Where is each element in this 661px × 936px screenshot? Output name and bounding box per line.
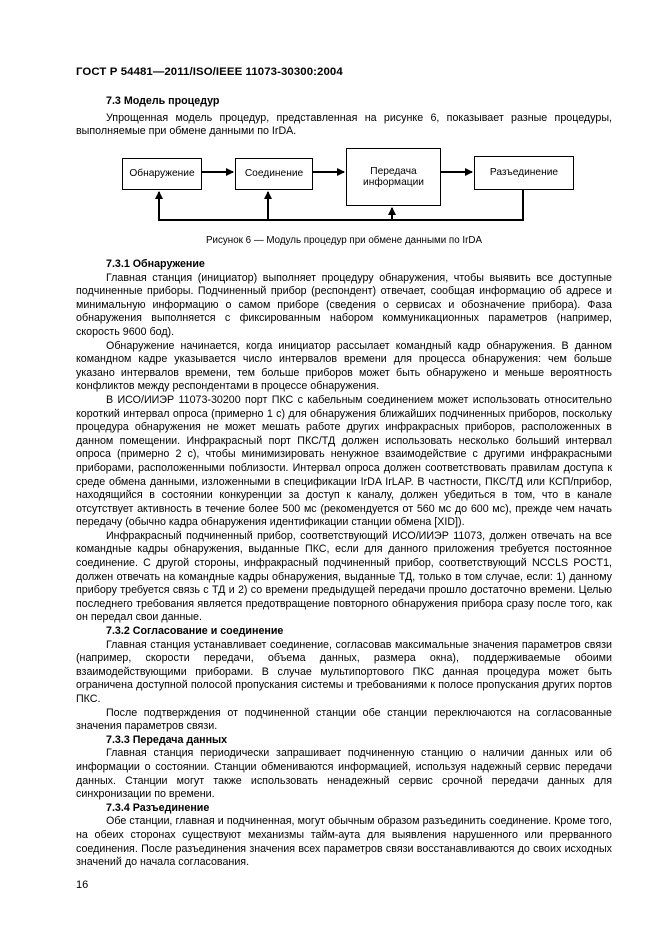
section-7-3-2-title: 7.3.2 Согласование и соединение (106, 625, 284, 638)
section-7-3 (76, 95, 612, 139)
section-7-3-intro: Упрощенная модель процедур, представленная на рисунке 6, показывает разные процедуры, выполняемые при обмене данными по IrDA. (76, 111, 612, 138)
section-7-3-4-title: 7.3.4 Разъединение (106, 801, 210, 814)
box-disconnect-label: Разъединение (489, 167, 559, 179)
section-7-3-3-title: 7.3.3 Передача данных (106, 733, 228, 746)
box-data-transfer-line1: Передача (370, 165, 417, 177)
document-header: ГОСТ Р 54481—2011/ISO/IEEE 11073-30300:2004 (76, 66, 343, 78)
body-text (76, 258, 612, 870)
section-7-3-1-title: 7.3.1 Обнаружение (106, 258, 205, 270)
section-7-3-1-para-3: В ИСО/ИИЭР 11073-30200 порт ПКС с кабельным соединением может использовать относительно короткий интервал опроса (примерно 1 с) для обнаружения ближайших подчиненных приборов, поскольку процедура обнаружения не может мешать работе других инфракрасных приборов, расположенных в данном помещении. Инфракрасный порт ПКС/ТД должен использовать несколько больший интервал опроса (примерно 2 с), чтобы минимизировать ненужное взаимодействие с другими инфракрасными приборами, расположенными поблизости. Интервал опроса должен соответствовать правилам доступа к среде обмена данными, изложенными в спецификации IrDA IrLAP. В частности, ПКС/ТД или КСП/прибор, находящийся в состоянии конкуренции за доступ к каналу, должен убедиться в том, что в канале отсутствует активность в течение более 500 мс (рекомендуется от 560 мс до 600 мс), прежде чем начать передачу (обычно кадра обнаружения идентификации станции обмена [XID]). (76, 393, 612, 529)
box-connection (235, 158, 313, 190)
section-7-3-1-para-4: Инфракрасный подчиненный прибор, соответствующий ИСО/ИИЭР 11073, должен отвечать на все командные кадры обнаружения, выданные ПКС, если для данного приложения требуется постоянное соединение. С другой стороны, инфракрасный подчиненный прибор, соответствующий NCCLS POCT1, должен отвечать на командные кадры обнаружения, выданные ТД, только в том случае, если: 1) данному прибору требуется связь с ТД и 2) со времени предыдущей передачи прошло достаточно времени. Целью последнего требования является предотвращение повторного обнаружения прибора сразу после того, как он передал свои данные. (76, 529, 612, 624)
box-connection-label: Соединение (244, 168, 304, 180)
box-data-transfer-line2: информации (363, 177, 424, 188)
section-7-3-1-para-1: Главная станция (инициатор) выполняет процедуру обнаружения, чтобы выявить все доступные подчиненные приборы. Подчиненный прибор (респондент) отвечает, сообщая информацию об адресе и минимальную информацию о самом приборе (сведения о сервисах и обозначение прибора). Фаза обнаружения выполняется с фиксированным набором коммуникационных параметров (например, скорость 9600 бод). (76, 271, 612, 338)
section-7-3-title: 7.3 Модель процедур (106, 95, 220, 107)
section-7-3-3-para-1: Главная станция периодически запрашивает подчиненную станцию о наличии данных или об информации о состоянии. Станции обмениваются информацией, используя надежный сервис передачи данных. Станции могут также использовать ненадежный сервис срочной передачи данных для синхронизации по времени. (76, 747, 612, 801)
section-7-3-2-para-2: После подтверждения от подчиненной станции обе станции переключаются на согласованные значения параметров связи. (76, 706, 612, 733)
box-discovery (122, 158, 202, 190)
box-data-transfer (346, 148, 441, 206)
box-disconnect (474, 156, 574, 190)
section-7-3-4-para-1: Обе станции, главная и подчиненная, могут обычным образом разъединить соединение. Кроме того, на обеих сторонах существуют механизмы тайм-аута для выявления нарушенного или прерванного соединения. После разъединения значения всех параметров связи восстанавливаются до своих исходных значений до начала согласования. (76, 815, 612, 869)
figure-caption: Рисунок 6 — Модуль процедур при обмене данными по IrDA (205, 235, 482, 246)
page-number: 16 (76, 879, 89, 891)
box-discovery-label: Обнаружение (129, 168, 195, 180)
arrow-disconnect-back-to-discovery (159, 190, 523, 220)
section-7-3-1-para-2: Обнаружение начинается, когда инициатор рассылает командный кадр обнаружения. В данном командном кадре указывается число интервалов времени для процесса обнаружения: чем больше указано интервалов времени, тем больше приборов может быть обнаружено и меньше вероятность конфликтов между респондентами в процессе обнаружения. (76, 339, 612, 393)
section-7-3-2-para-1: Главная станция устанавливает соединение, согласовав максимальные значения параметров связи (например, скорости передачи, объема данных, размера окна), поддерживаемые обоими взаимодействующими приборами. В случае мультипортового ПКС данная процедура может быть ограничена доступной полосой пропускания системы и требованиями к полосе пропускания других портов ПКС. (76, 638, 612, 705)
procedure-diagram (116, 146, 586, 228)
